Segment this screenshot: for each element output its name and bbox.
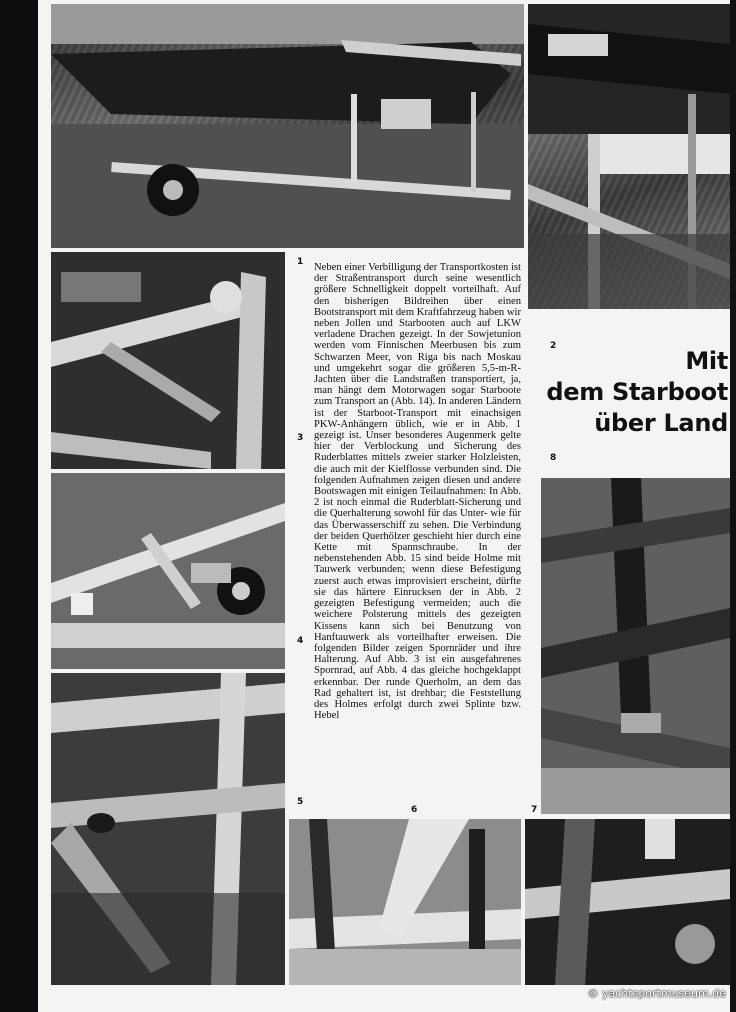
article-headline (546, 346, 728, 439)
photo-trailer-rear (528, 4, 730, 309)
headline-line-2: dem Starboot (546, 378, 728, 406)
page-binding-edge (0, 0, 38, 1012)
photo-wheel-detail (51, 473, 285, 669)
figure-number-2: 2 (550, 341, 557, 351)
photo-support-beams (51, 673, 285, 985)
figure-number-7: 7 (531, 805, 538, 815)
headline-line-1: Mit (685, 347, 728, 375)
photo-beam-crossing (289, 819, 521, 985)
photo-keel-cradle (541, 478, 730, 814)
page-right-edge (730, 0, 736, 1012)
photo-rudder-support (525, 819, 730, 985)
watermark: © yachtsportmuseum.de (587, 987, 726, 1000)
figure-number-3: 3 (297, 433, 304, 443)
photo-frame-detail (51, 252, 285, 469)
figure-number-8: 8 (550, 453, 557, 463)
article-body: Neben einer Verbilligung der Transportkosten ist der Straßentransport durch seine wesentlich größere Schnelligkeit doppelt vorteilhaft. Auf den bisherigen Bildreihen über einen Bootstransport mit dem Kraftfahrzeug haben wir neben Jollen und Starbooten auch auf LKW verladene Drachen gezeigt. In der Sowjetunion werden vom Finnischen Meerbusen bis zum Schwarzen Meer, von Riga bis nach Moskau und umgekehrt sogar die größeren 5,5-m-R-Jachten über die Landstraßen transportiert, ja, man hängt dem Motorwagen sogar Starboote zum Transport an (Abb. 14). In anderen Ländern ist der Starboot-Transport mit einachsigen PKW-Anhängern üblich, wie er in Abb. 1 gezeigt ist. Unser besonderes Augenmerk gelte hier der Verblockung und Sicherung des Ruderblattes mittels zweier starker Holzleisten, die auch mit der Kielflosse verbunden sind. Die folgenden Aufnahmen zeigen diesen und andere Bootswagen mit einigen Teilaufnahmen: In Abb. 2 ist noch einmal die Ruderblatt-Sicherung und die Querhalterung sowohl für das Unter- wie für das Überwasserschiff zu sehen. Die Verbindung der beiden Querhölzer geschieht hier durch eine Kette mit Spannschraube. In der nebenstehenden Abb. 15 sind beide Holme mit Tauwerk verbunden; wenn diese Befestigung zuerst auch etwas improvisiert erscheint, dürfte sie das härtere Einrucksen der in Abb. 2 gezeigten Befestigung vermeiden; auch die weichere Polsterung mittels des gezeigten Kissens kann sich bei Benutzung von Hanftauwerk als vorteilhafter erweisen. Die folgenden Bilder zeigen Spornräder und ihre Halterung. Auf Abb. 3 ist ein ausgefahrenes Spornrad, auf Abb. 4 das gleiche hochgeklappt erkennbar. Der runde Querholm, an dem das Rad gehaltert ist, ist drehbar; die Feststellung des Holmes erfolgt durch zwei Splinte bzw. Hebel (314, 262, 521, 722)
figure-number-5: 5 (297, 797, 304, 807)
headline-line-3: über Land (594, 409, 728, 437)
figure-number-4: 4 (297, 636, 304, 646)
figure-number-1: 1 (297, 257, 304, 267)
figure-number-6: 6 (411, 805, 418, 815)
photo-trailer-side (51, 4, 524, 248)
